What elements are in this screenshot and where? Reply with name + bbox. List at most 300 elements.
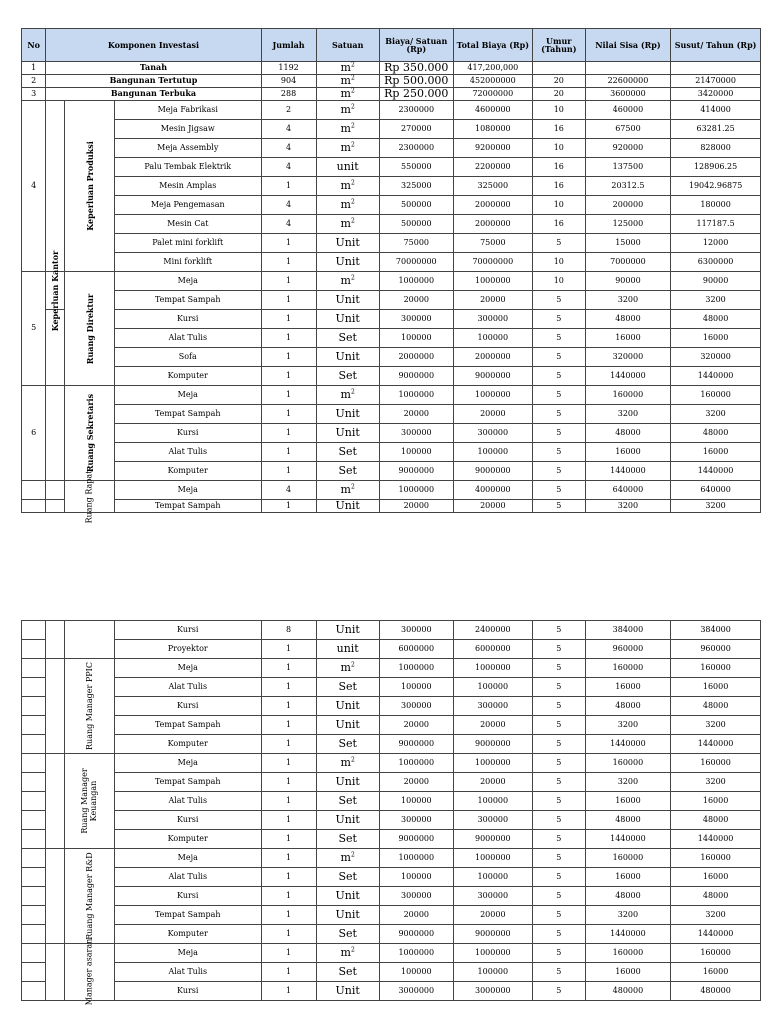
group-spacer	[46, 659, 65, 754]
cell-satuan	[316, 139, 379, 158]
satuan-superscript: 2	[350, 388, 355, 396]
cell-total: 300000	[453, 887, 532, 906]
satuan-text: m	[340, 61, 351, 75]
cell-jumlah: 1	[261, 500, 316, 513]
cell-umur: 20	[532, 88, 585, 101]
cell-nilai: 48000	[585, 424, 671, 443]
table-row	[22, 462, 761, 481]
table-row	[22, 849, 761, 868]
cell-nilai: 3200	[585, 291, 671, 310]
cell-item-name: Kursi	[114, 424, 261, 443]
cell-nilai: 1440000	[585, 462, 671, 481]
table-row	[22, 982, 761, 1001]
table-row	[22, 500, 761, 513]
cell-jumlah: 4	[261, 215, 316, 234]
cell-nilai: 920000	[585, 139, 671, 158]
cell-item-name: Meja Fabrikasi	[114, 101, 261, 120]
cell-nilai: 160000	[585, 754, 671, 773]
cell-item-name: Mini forklift	[114, 253, 261, 272]
cell-susut: 90000	[671, 272, 761, 291]
cell-total: 3000000	[453, 982, 532, 1001]
satuan-text: Unit	[335, 293, 360, 307]
cell-total: 1000000	[453, 944, 532, 963]
cell-item-name: Tempat Sampah	[114, 716, 261, 735]
cell-jumlah: 1	[261, 963, 316, 982]
cell-satuan	[316, 120, 379, 139]
cell-umur: 5	[532, 500, 585, 513]
cell-biaya: 20000	[379, 716, 453, 735]
cell-biaya: 1000000	[379, 849, 453, 868]
cell-satuan	[316, 367, 379, 386]
header-jumlah: Jumlah	[261, 29, 316, 62]
cell-susut: 160000	[671, 754, 761, 773]
cell-biaya: Rp 250.000	[379, 88, 453, 101]
cell-satuan	[316, 75, 379, 88]
satuan-text: Unit	[335, 889, 360, 903]
cell-total: 9200000	[453, 139, 532, 158]
group-number-5: 5	[22, 272, 46, 386]
cell-nilai: 160000	[585, 849, 671, 868]
table-row	[22, 196, 761, 215]
cell-nilai: 3600000	[585, 88, 671, 101]
cell-nilai: 160000	[585, 659, 671, 678]
cell-satuan	[316, 462, 379, 481]
cell-susut: 960000	[671, 640, 761, 659]
cell-jumlah: 1	[261, 773, 316, 792]
cell-item-name: Alat Tulis	[114, 443, 261, 462]
cell-umur: 16	[532, 158, 585, 177]
cell-nilai: 384000	[585, 621, 671, 640]
cell-nilai: 16000	[585, 678, 671, 697]
cell-biaya: 20000	[379, 773, 453, 792]
cell-susut: 63281.25	[671, 120, 761, 139]
cell-susut: 3200	[671, 405, 761, 424]
satuan-text: Unit	[335, 775, 360, 789]
cell-item-name: Bangunan Tertutup	[109, 75, 198, 86]
table-row	[22, 101, 761, 120]
cell-total: 452000000	[453, 75, 532, 88]
cell-satuan	[316, 868, 379, 887]
cell-susut: 128906.25	[671, 158, 761, 177]
cell-jumlah: 1	[261, 234, 316, 253]
cell-item-name: Meja Assembly	[114, 139, 261, 158]
cell-susut: 16000	[671, 443, 761, 462]
cell-satuan	[316, 88, 379, 101]
group-label-keuangan	[65, 754, 115, 849]
cell-item-name: Kursi	[114, 697, 261, 716]
satuan-text: Set	[338, 445, 357, 459]
satuan-superscript: 2	[350, 61, 355, 69]
cell-item-name: Mesin Jigsaw	[114, 120, 261, 139]
cell-no	[22, 773, 46, 792]
cell-total: 100000	[453, 868, 532, 887]
satuan-text: Unit	[335, 407, 360, 421]
table-row	[22, 424, 761, 443]
cell-nilai: 15000	[585, 234, 671, 253]
table-row	[22, 887, 761, 906]
cell-biaya: 300000	[379, 621, 453, 640]
group-label-ppic	[65, 659, 115, 754]
header-total: Total Biaya (Rp)	[453, 29, 532, 62]
cell-nilai: 1440000	[585, 925, 671, 944]
cell-susut: 1440000	[671, 462, 761, 481]
cell-susut: 19042.96875	[671, 177, 761, 196]
cell-susut: 160000	[671, 849, 761, 868]
cell-nilai: 48000	[585, 310, 671, 329]
table-row	[22, 443, 761, 462]
cell-total: 1000000	[453, 849, 532, 868]
satuan-text: m	[340, 274, 351, 288]
table-row	[22, 120, 761, 139]
cell-item-name: Tempat Sampah	[114, 405, 261, 424]
cell-no	[22, 963, 46, 982]
cell-satuan	[316, 62, 379, 75]
cell-umur: 5	[532, 944, 585, 963]
cell-total: 9000000	[453, 462, 532, 481]
cell-biaya: 1000000	[379, 754, 453, 773]
cell-umur: 5	[532, 310, 585, 329]
cell-susut: 12000	[671, 234, 761, 253]
cell-susut: 117187.5	[671, 215, 761, 234]
cell-total: 20000	[453, 906, 532, 925]
satuan-superscript: 2	[350, 87, 355, 95]
cell-no	[22, 887, 46, 906]
cell-total: 9000000	[453, 925, 532, 944]
cell-total: 300000	[453, 310, 532, 329]
group-spacer	[46, 500, 65, 513]
cell-jumlah: 4	[261, 196, 316, 215]
cell-biaya: 270000	[379, 120, 453, 139]
cell-jumlah: 1	[261, 386, 316, 405]
cell-total: 2400000	[453, 621, 532, 640]
satuan-text: Set	[338, 794, 357, 808]
cell-satuan	[316, 424, 379, 443]
cell-total: 300000	[453, 424, 532, 443]
cell-name-wrap	[46, 62, 261, 75]
cell-umur: 5	[532, 405, 585, 424]
cell-satuan	[316, 196, 379, 215]
cell-jumlah: 1192	[261, 62, 316, 75]
cell-jumlah: 1	[261, 735, 316, 754]
table-row	[22, 792, 761, 811]
cell-biaya: 9000000	[379, 462, 453, 481]
cell-satuan	[316, 849, 379, 868]
cell-jumlah: 1	[261, 291, 316, 310]
cell-satuan	[316, 481, 379, 500]
cell-total: 100000	[453, 678, 532, 697]
table-row	[22, 773, 761, 792]
cell-jumlah: 4	[261, 158, 316, 177]
cell-no	[22, 754, 46, 773]
cell-jumlah: 1	[261, 462, 316, 481]
cell-jumlah: 8	[261, 621, 316, 640]
cell-umur: 5	[532, 481, 585, 500]
table-row	[22, 310, 761, 329]
cell-nilai: 3200	[585, 773, 671, 792]
cell-susut: 48000	[671, 887, 761, 906]
cell-umur: 10	[532, 139, 585, 158]
cell-no	[22, 982, 46, 1001]
cell-susut	[671, 62, 761, 75]
cell-nilai: 320000	[585, 348, 671, 367]
table-row	[22, 329, 761, 348]
header-nilai: Nilai Sisa (Rp)	[585, 29, 671, 62]
cell-item-name: Sofa	[114, 348, 261, 367]
cell-jumlah: 1	[261, 177, 316, 196]
table-row	[22, 640, 761, 659]
cell-susut: 3200	[671, 773, 761, 792]
cell-item-name: Kursi	[114, 982, 261, 1001]
cell-susut: 48000	[671, 697, 761, 716]
cell-item-name: Tempat Sampah	[114, 773, 261, 792]
cell-item-name: Kursi	[114, 887, 261, 906]
cell-umur: 5	[532, 659, 585, 678]
cell-susut: 180000	[671, 196, 761, 215]
cell-satuan	[316, 234, 379, 253]
cell-biaya: 1000000	[379, 386, 453, 405]
satuan-text: Set	[338, 737, 357, 751]
table-row	[22, 177, 761, 196]
cell-satuan	[316, 348, 379, 367]
cell-satuan	[316, 386, 379, 405]
satuan-text: Unit	[335, 499, 360, 513]
table-row	[22, 234, 761, 253]
cell-nilai: 1440000	[585, 367, 671, 386]
cell-biaya: 9000000	[379, 830, 453, 849]
cell-no	[22, 735, 46, 754]
cell-satuan	[316, 253, 379, 272]
cell-jumlah: 1	[261, 443, 316, 462]
cell-no	[22, 678, 46, 697]
cell-susut: 1440000	[671, 735, 761, 754]
satuan-text: Set	[338, 464, 357, 478]
group-label-last	[65, 938, 115, 1006]
cell-umur: 10	[532, 196, 585, 215]
cell-umur: 10	[532, 253, 585, 272]
cell-nilai: 3200	[585, 906, 671, 925]
cell-no	[22, 716, 46, 735]
cell-nilai: 640000	[585, 481, 671, 500]
cell-satuan	[316, 697, 379, 716]
satuan-text: Set	[338, 369, 357, 383]
cell-jumlah: 1	[261, 982, 316, 1001]
cell-jumlah: 1	[261, 830, 316, 849]
cell-jumlah: 1	[261, 792, 316, 811]
cell-umur: 10	[532, 272, 585, 291]
header-no: No	[22, 29, 46, 62]
cell-jumlah: 1	[261, 659, 316, 678]
cell-nilai: 67500	[585, 120, 671, 139]
cell-biaya: 100000	[379, 963, 453, 982]
cell-no: 3	[22, 88, 46, 101]
cell-total: 2000000	[453, 348, 532, 367]
cell-nilai: 460000	[585, 101, 671, 120]
cell-biaya: Rp 500.000	[379, 75, 453, 88]
cell-total: 9000000	[453, 367, 532, 386]
cell-biaya: 20000	[379, 500, 453, 513]
satuan-text: Set	[338, 927, 357, 941]
cell-biaya: 300000	[379, 697, 453, 716]
cell-biaya: 100000	[379, 329, 453, 348]
cell-no: 2	[22, 75, 46, 88]
group-label-rapat-cont	[65, 621, 115, 659]
satuan-text: Unit	[335, 699, 360, 713]
group-label-ppic-text: Ruang Manager PPIC	[84, 662, 94, 750]
satuan-text: Unit	[335, 813, 360, 827]
cell-no	[22, 906, 46, 925]
cell-satuan	[316, 792, 379, 811]
group-label-direktur	[65, 272, 115, 386]
cell-item-name: Kursi	[114, 310, 261, 329]
cell-jumlah: 2	[261, 101, 316, 120]
cell-item-name: Meja	[114, 849, 261, 868]
cell-susut: 640000	[671, 481, 761, 500]
satuan-superscript: 2	[350, 217, 355, 225]
cell-satuan	[316, 773, 379, 792]
cell-satuan	[316, 640, 379, 659]
cell-jumlah: 4	[261, 481, 316, 500]
cell-jumlah: 1	[261, 811, 316, 830]
satuan-text: Unit	[335, 255, 360, 269]
cell-umur: 5	[532, 234, 585, 253]
table-row	[22, 659, 761, 678]
cell-item-name: Palu Tembak Elektrik	[114, 158, 261, 177]
cell-biaya: 1000000	[379, 481, 453, 500]
cell-jumlah: 1	[261, 906, 316, 925]
cell-no	[22, 640, 46, 659]
cell-total: 72000000	[453, 88, 532, 101]
cell-biaya: 100000	[379, 792, 453, 811]
satuan-text: unit	[336, 642, 359, 656]
cell-umur: 5	[532, 291, 585, 310]
cell-umur: 5	[532, 887, 585, 906]
cell-total: 325000	[453, 177, 532, 196]
cell-jumlah: 1	[261, 348, 316, 367]
satuan-superscript: 2	[350, 851, 355, 859]
cell-susut: 1440000	[671, 925, 761, 944]
cell-susut: 3200	[671, 716, 761, 735]
cell-nilai: 125000	[585, 215, 671, 234]
satuan-superscript: 2	[350, 122, 355, 130]
table-row	[22, 716, 761, 735]
cell-item-name: Mesin Cat	[114, 215, 261, 234]
cell-item-name: Meja Pengemasan	[114, 196, 261, 215]
cell-total: 1080000	[453, 120, 532, 139]
cell-susut: 6300000	[671, 253, 761, 272]
group-number-6: 6	[22, 386, 46, 481]
table-row	[22, 868, 761, 887]
cell-susut: 48000	[671, 424, 761, 443]
table-row	[22, 158, 761, 177]
cell-jumlah: 1	[261, 868, 316, 887]
satuan-text: Unit	[335, 908, 360, 922]
satuan-superscript: 2	[350, 756, 355, 764]
cell-no	[22, 500, 46, 513]
investment-table-page-1	[21, 28, 761, 523]
cell-satuan	[316, 754, 379, 773]
cell-biaya: 9000000	[379, 735, 453, 754]
cell-biaya: 1000000	[379, 272, 453, 291]
cell-no	[22, 481, 46, 500]
group-label-rapat	[65, 470, 115, 523]
cell-biaya: 70000000	[379, 253, 453, 272]
cell-biaya: 300000	[379, 811, 453, 830]
cell-nilai: 960000	[585, 640, 671, 659]
cell-umur: 5	[532, 963, 585, 982]
cell-satuan	[316, 944, 379, 963]
cell-item-name: Mesin Amplas	[114, 177, 261, 196]
cell-biaya: 20000	[379, 906, 453, 925]
cell-biaya: 300000	[379, 424, 453, 443]
group-label-produksi	[65, 101, 115, 272]
satuan-superscript: 2	[350, 661, 355, 669]
cell-satuan	[316, 735, 379, 754]
cell-nilai: 48000	[585, 887, 671, 906]
cell-item-name: Meja	[114, 386, 261, 405]
cell-total: 9000000	[453, 830, 532, 849]
cell-biaya: 1000000	[379, 944, 453, 963]
cell-jumlah: 1	[261, 849, 316, 868]
satuan-text: m	[340, 946, 351, 960]
satuan-text: m	[340, 388, 351, 402]
cell-nilai: 16000	[585, 868, 671, 887]
cell-nilai: 3200	[585, 500, 671, 513]
cell-susut: 160000	[671, 944, 761, 963]
cell-biaya: 9000000	[379, 367, 453, 386]
cell-nilai: 16000	[585, 792, 671, 811]
cell-total: 20000	[453, 716, 532, 735]
group-label-rnd	[65, 849, 115, 944]
cell-jumlah: 1	[261, 367, 316, 386]
cell-satuan	[316, 906, 379, 925]
table-row	[22, 291, 761, 310]
cell-satuan	[316, 177, 379, 196]
cell-biaya: 550000	[379, 158, 453, 177]
cell-item-name: Proyektor	[114, 640, 261, 659]
table-row	[22, 75, 761, 88]
cell-total: 100000	[453, 443, 532, 462]
cell-item-name: Meja	[114, 944, 261, 963]
cell-no: 1	[22, 62, 46, 75]
cell-item-name: Palet mini forklift	[114, 234, 261, 253]
cell-item-name: Meja	[114, 272, 261, 291]
cell-item-name: Alat Tulis	[114, 329, 261, 348]
cell-total: 300000	[453, 697, 532, 716]
table-row	[22, 621, 761, 640]
cell-umur: 10	[532, 101, 585, 120]
cell-susut: 48000	[671, 310, 761, 329]
cell-item-name: Alat Tulis	[114, 792, 261, 811]
group-label-last-text: Manager asaran	[84, 938, 94, 1006]
cell-name-wrap	[46, 75, 261, 88]
cell-nilai: 3200	[585, 405, 671, 424]
table-row	[22, 272, 761, 291]
cell-susut: 160000	[671, 659, 761, 678]
cell-umur: 5	[532, 367, 585, 386]
group-label-sekretaris-text: Ruang Sekretaris	[84, 393, 95, 473]
cell-susut: 414000	[671, 101, 761, 120]
cell-total: 100000	[453, 963, 532, 982]
cell-susut: 160000	[671, 386, 761, 405]
table-row	[22, 215, 761, 234]
cell-nilai: 16000	[585, 329, 671, 348]
cell-item-name: Meja	[114, 754, 261, 773]
cell-umur: 16	[532, 215, 585, 234]
cell-jumlah: 1	[261, 424, 316, 443]
satuan-text: m	[340, 122, 351, 136]
cell-umur: 5	[532, 735, 585, 754]
header-umur: Umur (Tahun)	[532, 29, 585, 62]
